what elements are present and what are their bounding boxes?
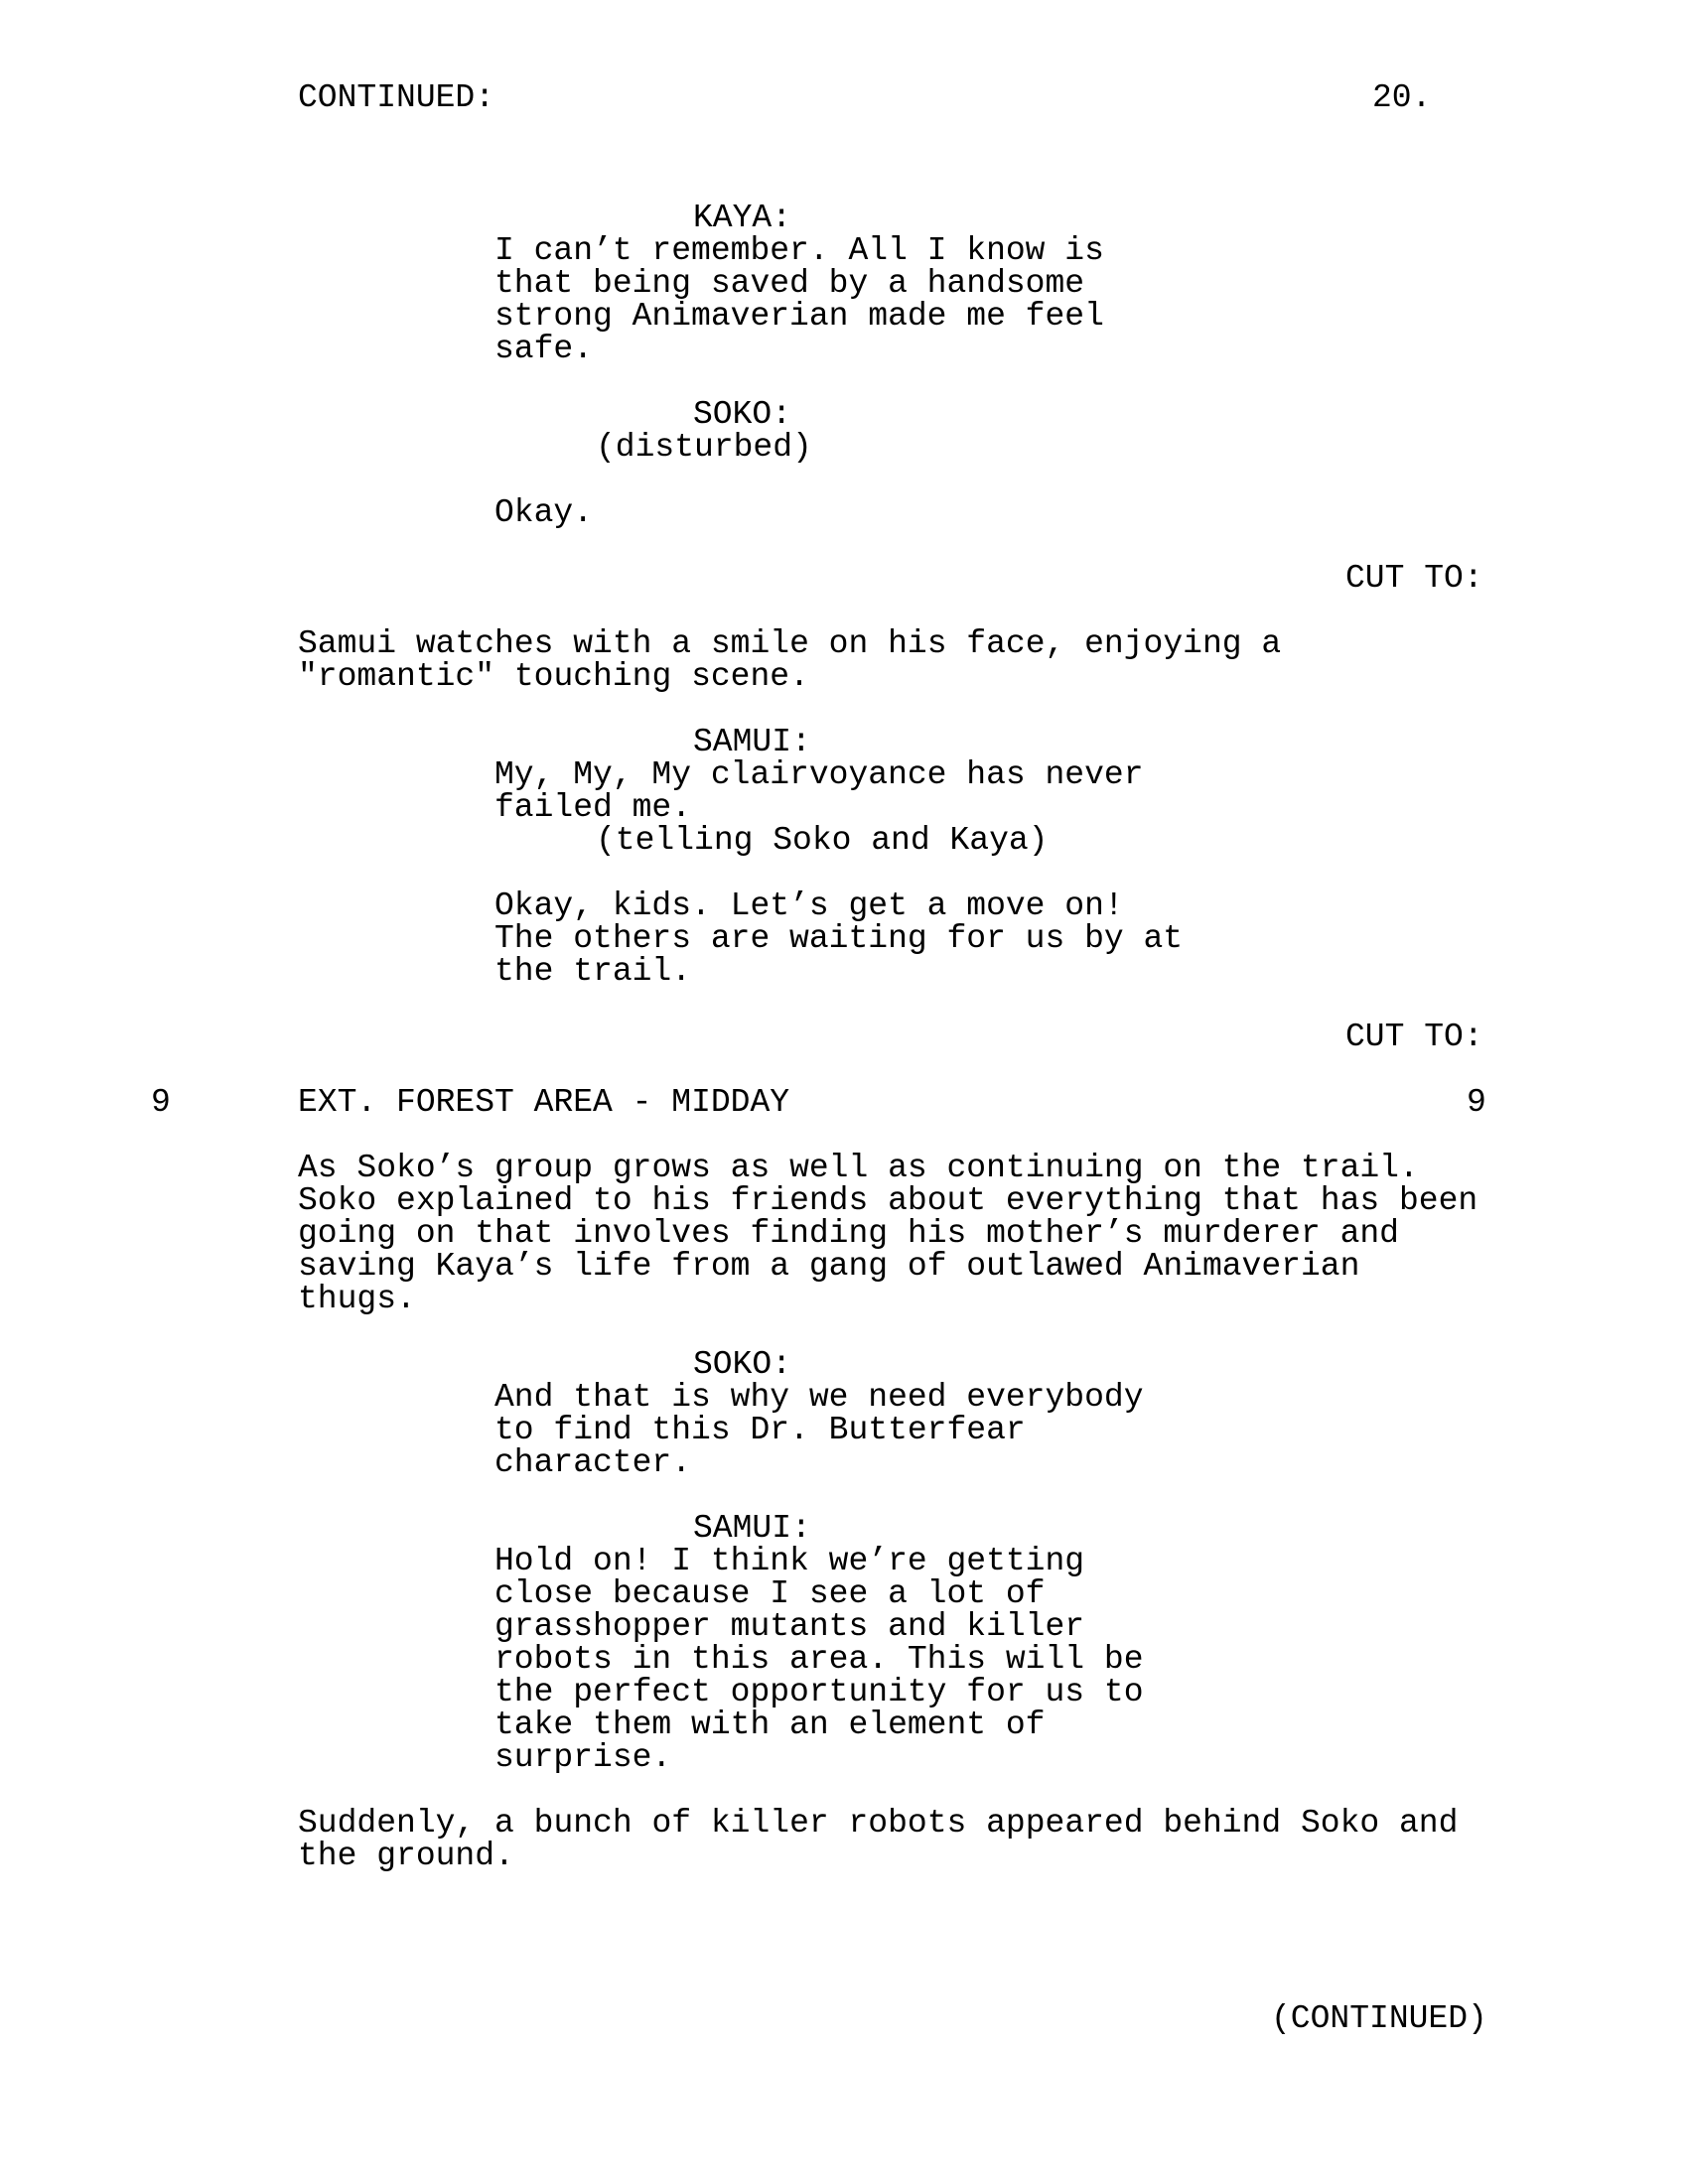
dialogue-line: to find this Dr. Butterfear	[494, 1412, 1026, 1448]
dialogue-line: take them with an element of	[494, 1706, 1046, 1743]
action-line: "romantic" touching scene.	[298, 658, 809, 695]
dialogue-line: The others are waiting for us by at	[494, 920, 1184, 957]
action-line: Samui watches with a smile on his face, enjoying a	[298, 625, 1282, 662]
action-line: Soko explained to his friends about everything that has been	[298, 1182, 1478, 1219]
parenthetical: (disturbed)	[596, 429, 812, 466]
dialogue-line: And that is why we need everybody	[494, 1379, 1144, 1416]
dialogue-line: Hold on! I think we’re getting	[494, 1543, 1085, 1579]
dialogue-line: failed me.	[494, 789, 692, 826]
character-name-soko: SOKO:	[693, 1346, 792, 1383]
dialogue-soko	[494, 1381, 1144, 1479]
dialogue-line: robots in this area. This will be	[494, 1641, 1144, 1678]
action-paragraph	[298, 627, 1281, 693]
action-paragraph	[298, 1807, 1458, 1872]
character-name-samui: SAMUI:	[693, 1510, 811, 1547]
dialogue-line: safe.	[494, 331, 594, 367]
dialogue-line: My, My, My clairvoyance has never	[494, 756, 1144, 793]
dialogue-line: surprise.	[494, 1739, 672, 1776]
dialogue-line: Okay.	[494, 494, 594, 531]
action-line: Suddenly, a bunch of killer robots appeared behind Soko and	[298, 1805, 1459, 1842]
page-number: 20.	[1372, 79, 1432, 116]
transition-cut-to: CUT TO:	[1345, 1019, 1483, 1055]
dialogue-samui-continued	[494, 889, 1183, 988]
dialogue-line: the perfect opportunity for us to	[494, 1674, 1144, 1710]
dialogue-line: the trail.	[494, 953, 692, 990]
dialogue-line: close because I see a lot of	[494, 1575, 1046, 1612]
scene-heading: EXT. FOREST AREA - MIDDAY	[298, 1084, 790, 1121]
dialogue-samui	[494, 1545, 1144, 1774]
scene-number-right: 9	[1467, 1084, 1486, 1121]
action-line: going on that involves finding his mother’s murderer and	[298, 1215, 1399, 1252]
action-line: As Soko’s group grows as well as continuing on the trail.	[298, 1150, 1419, 1186]
parenthetical: (telling Soko and Kaya)	[596, 822, 1049, 859]
action-line: saving Kaya’s life from a gang of outlawed Animaverian	[298, 1248, 1360, 1285]
dialogue-kaya	[494, 234, 1104, 365]
action-line: thugs.	[298, 1281, 416, 1317]
dialogue-line: that being saved by a handsome	[494, 265, 1085, 302]
action-line: the ground.	[298, 1838, 514, 1874]
dialogue-samui	[494, 758, 1144, 824]
action-paragraph	[298, 1152, 1477, 1315]
character-name-samui: SAMUI:	[693, 724, 811, 760]
dialogue-line: Okay, kids. Let’s get a move on!	[494, 887, 1124, 924]
scene-number-left: 9	[151, 1084, 171, 1121]
character-name-kaya: KAYA:	[693, 200, 792, 236]
transition-cut-to: CUT TO:	[1345, 560, 1483, 597]
dialogue-line: character.	[494, 1444, 692, 1481]
character-name-soko: SOKO:	[693, 396, 792, 433]
footer-continued: (CONTINUED)	[1271, 2000, 1487, 2037]
dialogue-line: strong Animaverian made me feel	[494, 298, 1104, 335]
dialogue-line: I can’t remember. All I know is	[494, 232, 1104, 269]
header-continued: CONTINUED:	[298, 79, 495, 116]
dialogue-line: grasshopper mutants and killer	[494, 1608, 1085, 1645]
